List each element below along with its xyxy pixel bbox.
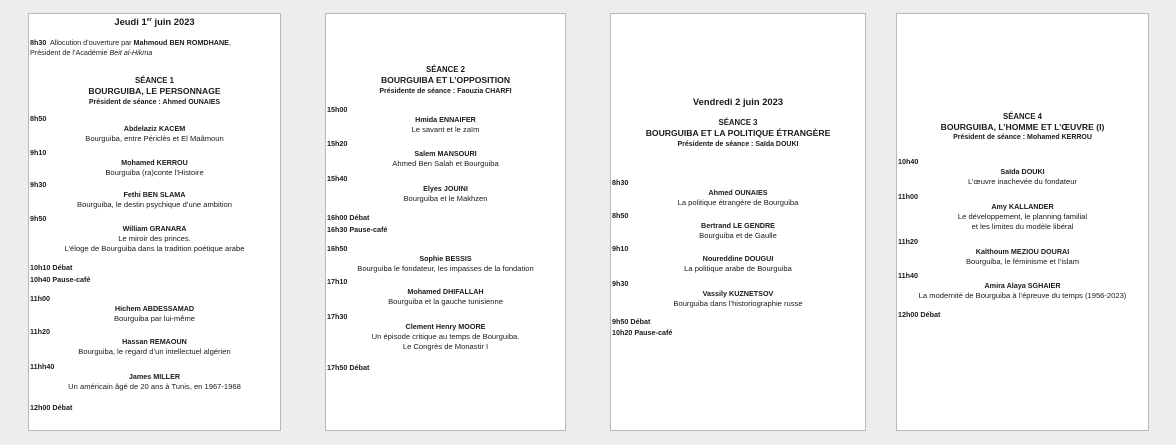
break-coffee: 10h20 Pause-café [612,328,673,337]
closing-debate: 17h50 Débat [327,363,370,372]
day-heading-prefix: Jeudi 1 [114,16,147,27]
slot-time: 9h10 [30,148,47,157]
speaker-name: Elyes JOUINI [423,184,468,193]
session-chair: Présidente de séance : Saïda DOUKI [677,140,799,148]
speaker-name: James MILLER [128,372,181,381]
talk-title: Bourguiba, le regard d’un intellectuel algérien [78,347,231,356]
slot-time: 15h40 [327,174,348,183]
talk-title: Le miroir des princes. [118,234,191,243]
slot-time: 9h50 [30,214,47,223]
break-debate: 10h10 Débat [30,263,73,272]
session-label: SÉANCE 4 [1003,112,1042,121]
talk-title: La politique arabe de Bourguiba [684,264,792,273]
program-page-friday-morning [610,13,866,431]
speaker-name: Amy KALLANDER [991,202,1054,211]
program-page-friday-late-morning [896,13,1149,431]
slot-time: 9h10 [612,244,629,253]
talk-title: Bourguiba, le destin psychique d’une ambition [77,200,232,209]
slot-time: 11h20 [898,237,918,246]
opening-role: Président de l’Académie [30,47,108,57]
day-heading-superscript: er [146,16,152,23]
speaker-name: Kalthoum MEZIOU DOURAI [975,247,1070,256]
session-title: BOURGUIBA, L’HOMME ET L’ŒUVRE (I) [940,121,1105,132]
slot-time: 11h00 [30,294,50,303]
talk-title: La politique étrangère de Bourguiba [677,198,799,207]
slot-time: 8h50 [612,211,629,220]
break-debate: 16h00 Débat [327,213,370,222]
session-title: BOURGUIBA, LE PERSONNAGE [88,85,221,96]
day-heading-suffix: juin 2023 [151,16,195,27]
break-coffee: 10h40 Pause-café [30,275,91,284]
closing-debate: 12h00 Débat [30,403,73,412]
talk-title-line2: et les limites du modèle libéral [971,222,1074,231]
program-page-thursday-afternoon [325,13,566,431]
slot-time: 17h10 [327,277,348,286]
session-label: SÉANCE 1 [135,76,174,85]
day-heading: Vendredi 2 juin 2023 [692,96,784,107]
speaker-name: Mohamed KERROU [121,158,188,167]
talk-title: La modernité de Bourguiba à l’épreuve du temps (1956-2023) [918,291,1127,300]
slot-time: 11hh40 [30,362,55,371]
talk-title-line2: Le Congrès de Monastir I [402,342,489,351]
talk-title: Bourguiba et de Gaulle [699,231,777,240]
speaker-name: Clement Henry MOORE [405,322,486,331]
speaker-name: Sophie BESSIS [419,254,472,263]
day-heading [29,16,280,27]
talk-title: Bourguiba et le Makhzen [403,194,488,203]
speaker-name: Ahmed OUNAIES [708,188,768,197]
talk-title: Bourguiba le fondateur, les impasses de la fondation [357,264,534,273]
slot-time: 11h20 [30,327,50,336]
slot-time: 9h30 [30,180,47,189]
session-chair: Président de séance : Mohamed KERROU [953,133,1092,141]
break-debate: 9h50 Débat [612,317,651,326]
slot-time: 17h30 [327,312,348,321]
slot-time: 15h00 [327,105,348,114]
opening-speaker: Mahmoud BEN ROMDHANE [133,38,229,47]
slot-time: 8h50 [30,114,47,123]
session-label: SÉANCE 3 [718,118,758,127]
talk-title: Ahmed Ben Salah et Bourguiba [392,159,499,168]
speaker-name: Amira Alaya SGHAIER [984,281,1061,290]
session-chair: Présidente de séance : Faouzia CHARFI [379,88,512,95]
opening-academy: Beit al-Hikma [109,47,153,57]
talk-title: Bourguiba dans l’historiographie russe [673,299,803,308]
speaker-name: William GRANARA [122,224,187,233]
talk-title: Le savant et le zaïm [411,125,480,134]
talk-title: Bourguiba par lui-même [113,314,196,323]
talk-title: Bourguiba, le féminisme et l’islam [965,257,1080,266]
talk-title: Bourguiba et la gauche tunisienne [388,297,503,306]
talk-title: Bourguiba, entre Périclès et El Maâmoun [85,134,224,143]
slot-time: 16h50 [327,244,348,253]
talk-title: Un américain âgé de 20 ans à Tunis, en 1967-1968 [68,382,241,391]
speaker-name: Noureddine DOUGUI [702,254,774,263]
speaker-name: Hichem ABDESSAMAD [114,304,195,313]
talk-title: L’œuvre inachevée du fondateur [968,177,1077,186]
talk-title: Bourguiba (ra)conte l’Histoire [105,168,204,177]
speaker-name: Vassily KUZNETSOV [702,289,774,298]
speaker-name: Fethi BEN SLAMA [123,190,186,199]
slot-time: 11h40 [898,271,918,280]
closing-debate: 12h00 Débat [898,310,941,319]
speaker-name: Bertrand LE GENDRE [701,221,775,230]
slot-time: 11h00 [898,192,918,201]
slot-time: 15h20 [327,139,348,148]
speaker-name: Mohamed DHIFALLAH [407,287,484,296]
opening-address: 8h30 Allocution d’ouverture par Mahmoud BEN ROMDHANE, Président de l’Académie Beit al-Hikma [30,38,231,57]
speaker-name: Hassan REMAOUN [122,337,187,346]
slot-time: 10h40 [898,157,919,166]
talk-title-line2: L’éloge de Bourguiba dans la tradition poétique arabe [64,244,245,253]
speaker-name: Abdelaziz KACEM [123,124,186,133]
opening-text: Allocution d’ouverture par [50,38,132,47]
slot-time: 8h30 [612,178,629,187]
program-page-thursday-morning [28,13,281,431]
opening-time: 8h30 [30,38,47,47]
slot-time: 9h30 [612,279,629,288]
talk-title: Un épisode critique au temps de Bourguiba. [371,332,520,341]
session-title: BOURGUIBA ET L’OPPOSITION [380,74,511,85]
break-coffee: 16h30 Pause-café [327,225,388,234]
speaker-name: Saïda DOUKI [1000,167,1045,176]
speaker-name: Hmida ENNAIFER [415,115,476,124]
session-chair: Président de séance : Ahmed OUNAIES [88,98,221,106]
session-label: SÉANCE 2 [426,65,465,74]
speaker-name: Salem MANSOURI [414,149,477,158]
session-title: BOURGUIBA ET LA POLITIQUE ÉTRANGÈRE [645,127,831,138]
talk-title: Le développement, le planning familial [957,212,1088,221]
